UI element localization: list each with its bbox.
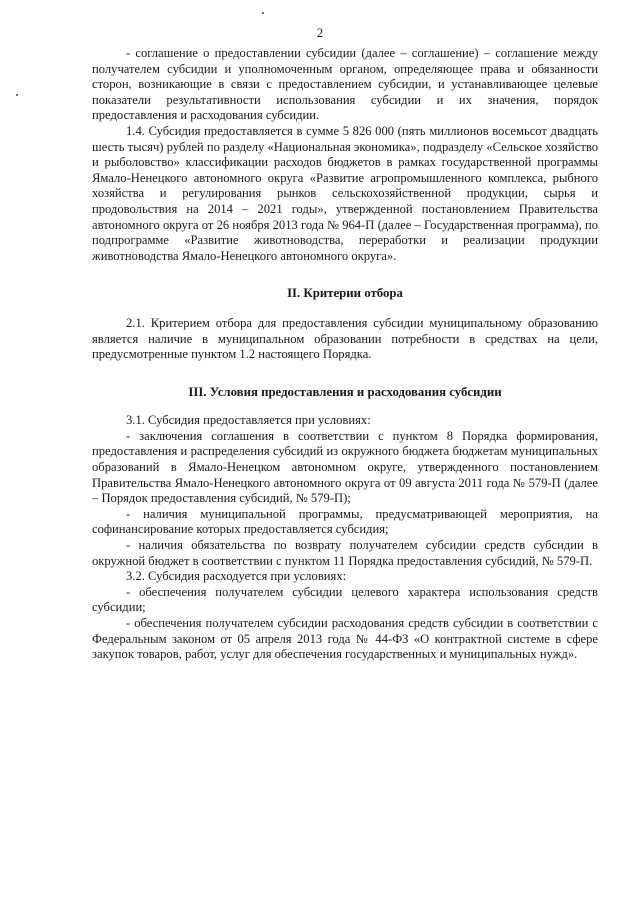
list-item-procurement-law: - обеспечения получателем субсидии расходования средств субсидии в соответствии с Федеральным законом от 05 апреля 2013 года № 44-ФЗ «О контрактной системе в сфере закупок товаров, работ, услуг для обеспечения государственных и муниципальных нужд». <box>92 616 598 662</box>
list-item-agreement-condition: - заключения соглашения в соответствии с пунктом 8 Порядка формирования, предоставления и распределения субсидий из окружного бюджета бюджетам муниципальных образований в Ямало-Ненецком автономном округе, утвержденного постановлением Правительства Ямало-Ненецкого автономного округа от 09 августа 2011 года № 579-П (далее – Порядок предоставления субсидий, № 579-П); <box>92 428 598 506</box>
document-body <box>92 46 598 663</box>
list-item-refund-obligation: - наличия обязательства по возврату получателем субсидии средств субсидии в окружной бюджет в соответствии с пунктом 11 Порядка предоставления субсидий, № 579-П. <box>92 538 598 568</box>
scan-speck <box>262 12 264 14</box>
heading-selection-criteria: II. Критерии отбора <box>287 286 403 301</box>
paragraph-3-2: 3.2. Субсидия расходуется при условиях: <box>126 569 347 584</box>
paragraph-1-4: 1.4. Субсидия предоставляется в сумме 5 826 000 (пять миллионов восемьсот двадцать шесть тысяч) рублей по разделу «Национальная экономика», подразделу «Сельское хозяйство и рыболовство» классификации расходов бюджетов в рамках государственной программы Ямало-Ненецкого автономного округа «Развитие агропромышленного комплекса, рыбного хозяйства и регулирования рынков сельскохозяйственной продукции, сырья и продовольствия на 2014 – 2021 годы», утвержденной постановлением Правительства автономного округа от 26 ноября 2013 года № 964-П (далее – Государственная программа), по подпрограмме «Развитие животноводства, переработки и реализации продукции животноводства Ямало-Ненецкого автономного округа». <box>92 123 598 263</box>
list-item-targeted-use: - обеспечения получателем субсидии целевого характера использования средств субсидии; <box>92 584 598 615</box>
paragraph-3-1: 3.1. Субсидия предоставляется при условиях: <box>126 413 371 428</box>
page-number: 2 <box>316 26 324 40</box>
scan-speck <box>16 94 18 96</box>
paragraph-agreement-definition: - соглашение о предоставлении субсидии (далее – соглашение) – соглашение между получателем субсидии и уполномоченным органом, определяющее права и обязанности сторон, возникающие в связи с предоставлением субсидии, и устанавливающее целевые показатели результативности использования субсидии и их значения, порядок предоставления и расходования субсидии. <box>92 46 598 123</box>
list-item-municipal-program: - наличия муниципальной программы, предусматривающей мероприятия, на софинансирование которых предоставляется субсидия; <box>92 506 598 537</box>
heading-conditions: III. Условия предоставления и расходования субсидии <box>188 384 502 399</box>
paragraph-2-1: 2.1. Критерием отбора для предоставления субсидии муниципальному образованию является наличие в муниципальном образовании потребности в средствах на цели, предусмотренные пунктом 1.2 настоящего Порядка. <box>92 315 598 362</box>
